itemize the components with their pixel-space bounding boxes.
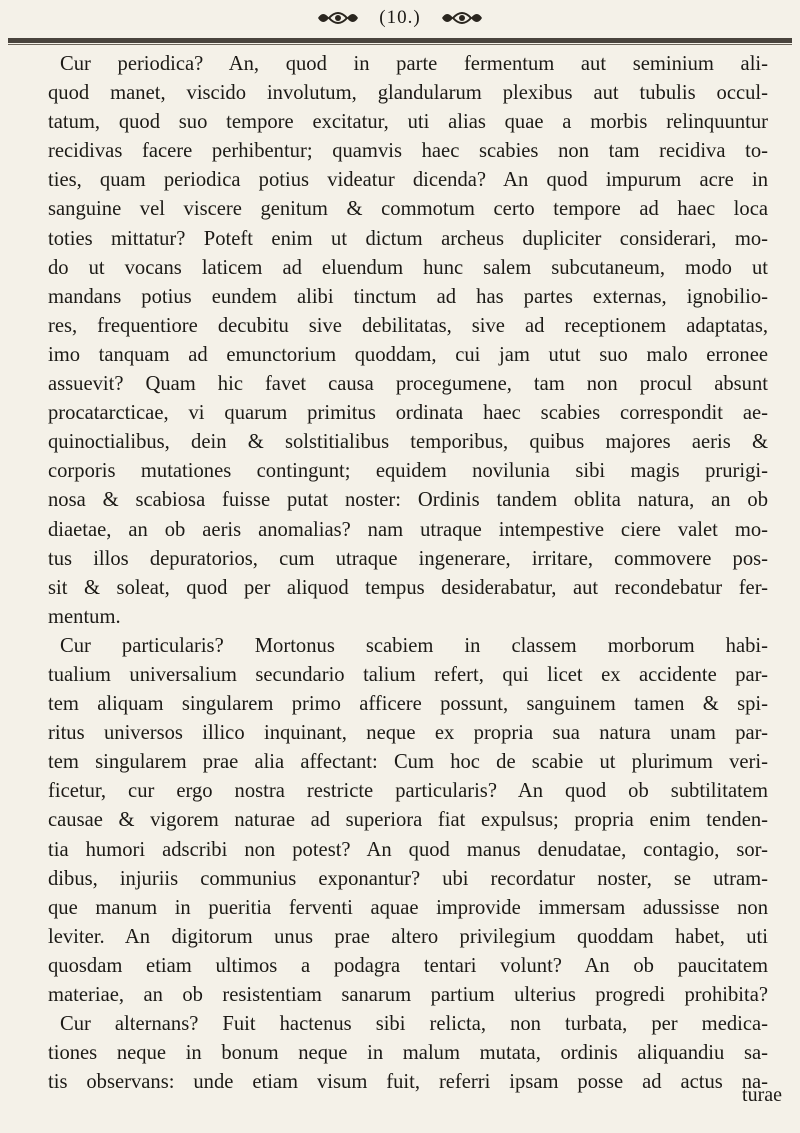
text-line: mentum. bbox=[48, 605, 121, 628]
text-line: tem aliquam singularem primo afficere possunt, sanguinem tamen & spi- bbox=[48, 693, 768, 716]
text-line: tiones neque in bonum neque in malum mutata, ordinis aliquandiu sa- bbox=[48, 1042, 768, 1065]
text-line: tatum, quod suo tempore excitatur, uti alias quae a morbis relinquuntur bbox=[48, 111, 768, 134]
text-line: assuevit? Quam hic favet causa procegumene, tam non procul absunt bbox=[48, 373, 768, 396]
right-ornament-icon bbox=[439, 8, 485, 28]
text-line: quod manet, viscido involutum, glandularum plexibus aut tubulis occul- bbox=[48, 82, 768, 105]
page-header bbox=[0, 2, 800, 34]
text-line: causae & vigorem naturae ad superiora fiat expulsus; propria enim tenden- bbox=[48, 809, 768, 832]
text-line: mandans potius eundem alibi tinctum ad has partes externas, ignobilio- bbox=[48, 285, 768, 308]
text-line: do ut vocans laticem ad eluendum hunc salem subcutaneum, modo ut bbox=[48, 256, 768, 279]
text-line: nosa & scabiosa fuisse putat noster: Ordinis tandem oblita natura, an ob bbox=[48, 489, 768, 512]
text-line: recidivas facere perhibentur; quamvis haec scabies non tam recidiva to- bbox=[48, 140, 768, 163]
text-line: sit & soleat, quod per aliquod tempus desiderabatur, aut recondebatur fer- bbox=[48, 576, 768, 599]
text-line: quosdam etiam ultimos a podagra tentari volunt? An ob paucitatem bbox=[48, 954, 768, 977]
body-text bbox=[48, 50, 768, 1097]
left-ornament-icon bbox=[315, 8, 361, 28]
text-line: quinoctialibus, dein & solstitialibus temporibus, quibus majores aeris & bbox=[48, 431, 768, 454]
text-line: diaetae, an ob aeris anomalias? nam utraque intempestive ciere valet mo- bbox=[48, 518, 768, 541]
text-line: tia humori adscribi non potest? An quod manus denudatae, contagio, sor- bbox=[48, 838, 768, 861]
text-line: tualium universalium secundario talium refert, qui licet ex accidente par- bbox=[48, 663, 768, 686]
text-line: procatarcticae, vi quarum primitus ordinata haec scabies correspondit ae- bbox=[48, 402, 768, 425]
text-line: Cur alternans? Fuit hactenus sibi relicta, non turbata, per medica- bbox=[60, 1013, 768, 1036]
text-line: ritus universos illico inquinant, neque ex propria sua natura unam par- bbox=[48, 722, 768, 745]
text-line: corporis mutationes contingunt; equidem novilunia sibi magis prurigi- bbox=[48, 460, 768, 483]
text-line: tem singularem prae alia affectant: Cum hoc de scabie ut plurimum veri- bbox=[48, 751, 768, 774]
text-line: Cur periodica? An, quod in parte fermentum aut seminium ali- bbox=[60, 53, 768, 75]
header-rule bbox=[8, 38, 792, 43]
text-line: sanguine vel viscere genitum & commotum certo tempore ad haec loca bbox=[48, 198, 768, 221]
text-line: materiae, an ob resistentiam sanarum partium ulterius progredi prohibita? bbox=[48, 984, 768, 1006]
text-line: res, frequentiore decubitu sive debilitatas, sive ad receptionem adaptatas, bbox=[48, 314, 768, 337]
text-line: Cur particularis? Mortonus scabiem in classem morborum habi- bbox=[60, 634, 768, 657]
text-line: tis observans: unde etiam visum fuit, referri ipsam posse ad actus na- bbox=[48, 1071, 768, 1094]
text-line: toties mittatur? Poteft enim ut dictum archeus dupliciter considerari, mo- bbox=[48, 227, 768, 250]
text-line: dibus, injuriis communius exponantur? ubi recordatur noster, se utram- bbox=[48, 867, 768, 890]
catchword: turae bbox=[742, 1084, 782, 1106]
text-line: imo tanquam ad emunctorium quoddam, cui jam utut suo malo erronee bbox=[48, 343, 768, 366]
text-line: que manum in pueritia ferventi aquae improvide immersam adussisse non bbox=[48, 896, 768, 919]
text-line: ties, quam periodica potius videatur dicenda? An quod impurum acre in bbox=[48, 169, 768, 192]
text-line: leviter. An digitorum unus prae altero privilegium quoddam habet, uti bbox=[48, 925, 768, 948]
text-line: tus illos depuratorios, cum utraque ingenerare, irritare, commovere pos- bbox=[48, 547, 768, 570]
text-line: ficetur, cur ergo nostra restricte particularis? An quod ob subtilitatem bbox=[48, 780, 768, 803]
page-number: (10.) bbox=[379, 7, 421, 28]
header-rule-thin bbox=[8, 44, 792, 45]
